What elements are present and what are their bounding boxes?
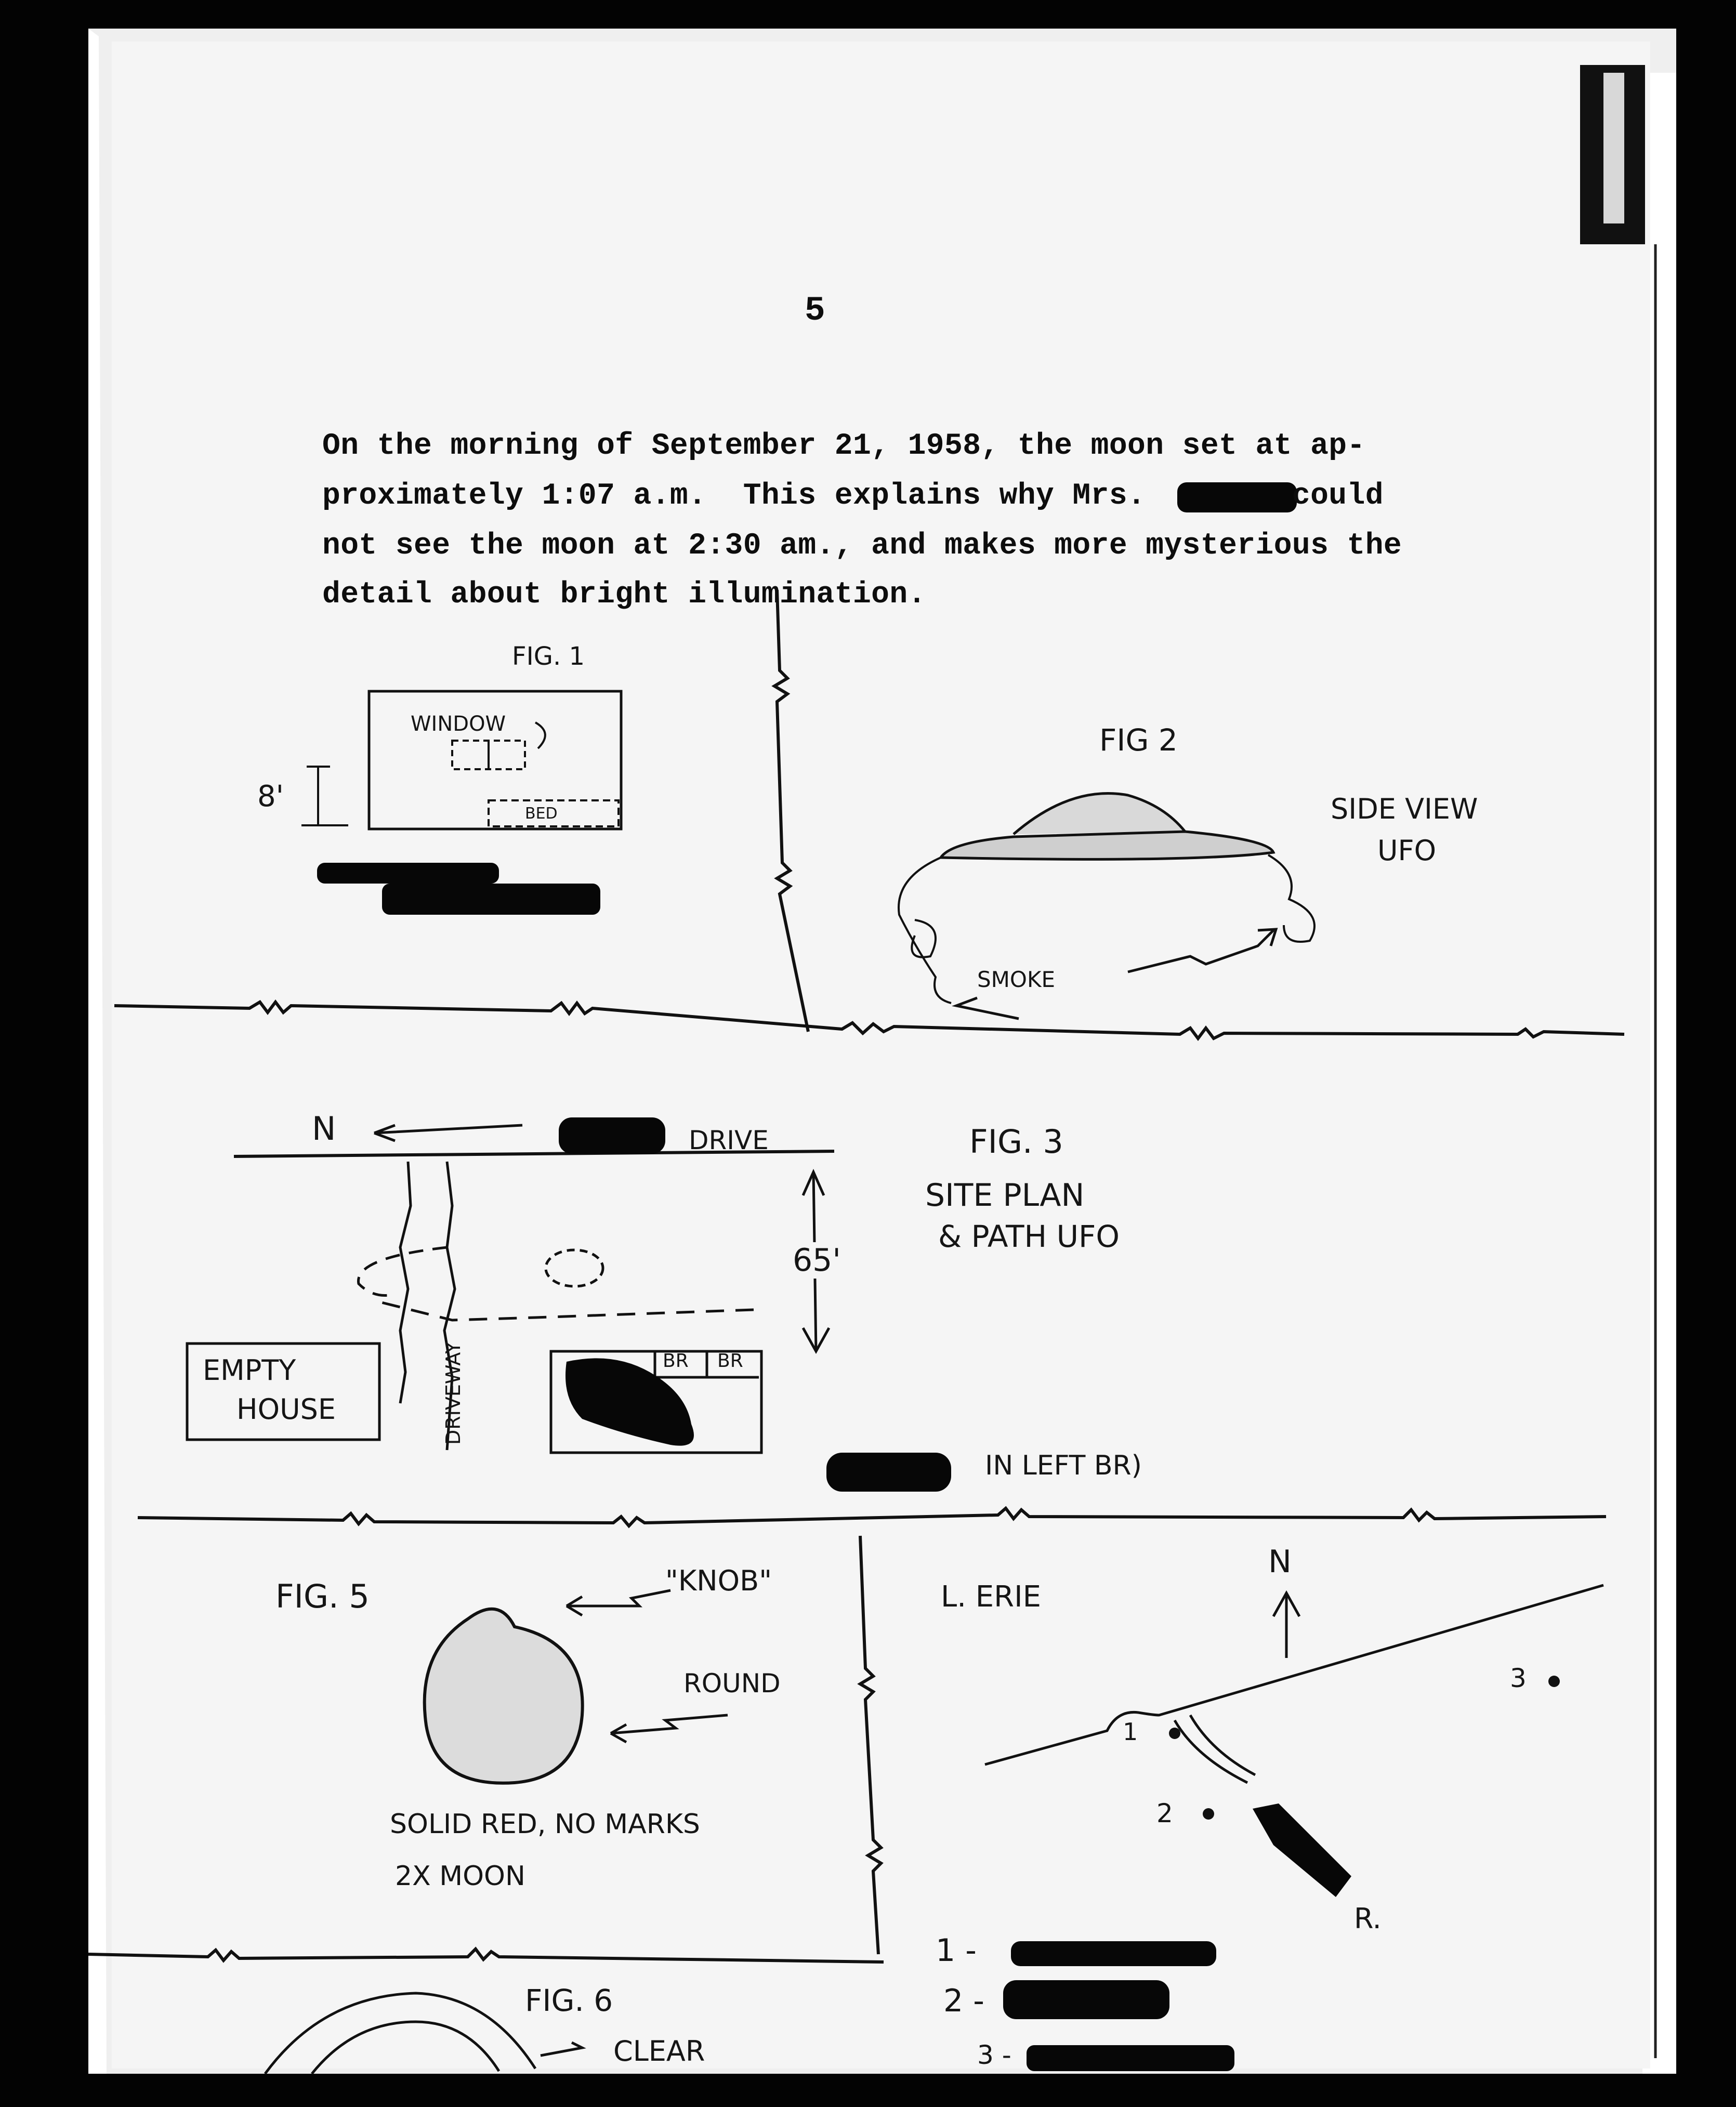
fig3-label: FIG. 3 xyxy=(969,1123,1063,1161)
fig5-desc-line1: SOLID RED, NO MARKS xyxy=(390,1809,700,1840)
fig1-dimension: 8' xyxy=(257,780,284,813)
fig4-redaction-legend3 xyxy=(1027,2045,1234,2071)
binder-tab-highlight xyxy=(1603,73,1624,223)
fig4-legend-1: 1 - xyxy=(936,1932,977,1969)
scan-border-left xyxy=(0,0,88,2107)
fig6-label: FIG. 6 xyxy=(525,1983,613,2018)
fig4-legend-3: 3 - xyxy=(977,2040,1011,2070)
fig3-empty-house-line1: EMPTY xyxy=(203,1354,296,1387)
fig1-redaction-2 xyxy=(382,884,600,915)
paragraph-line-4: detail about bright illumination. xyxy=(322,578,926,612)
fig4-redaction-legend1 xyxy=(1011,1941,1216,1966)
fig4-point-1 xyxy=(1169,1728,1180,1739)
fig5-round: ROUND xyxy=(683,1668,781,1698)
fig3-empty-house-line2: HOUSE xyxy=(236,1393,336,1426)
fig5-desc-line2: 2X MOON xyxy=(395,1861,525,1892)
fig4-p1: 1 xyxy=(1123,1718,1138,1746)
fig4-point-2 xyxy=(1203,1808,1214,1820)
fig4-point-3 xyxy=(1548,1676,1560,1687)
fig1-redaction-1 xyxy=(317,863,499,884)
fig1-label: FIG. 1 xyxy=(512,642,585,671)
fig2-view-line1: SIDE VIEW xyxy=(1331,793,1478,825)
fig2-label: FIG 2 xyxy=(1099,722,1178,758)
fig4-p2: 2 xyxy=(1156,1798,1173,1828)
paragraph-line-3: not see the moon at 2:30 am., and makes more mysterious the xyxy=(322,529,1402,563)
fig3-redaction-note xyxy=(826,1453,951,1492)
fig3-note: IN LEFT BR) xyxy=(985,1450,1142,1481)
fig4-legend-2: 2 - xyxy=(943,1983,984,2019)
fig4-redaction-legend2 xyxy=(1003,1980,1169,2019)
fig4-lake-label: L. ERIE xyxy=(941,1580,1041,1614)
paragraph-line-1: On the morning of September 21, 1958, the moon set at ap- xyxy=(322,429,1365,463)
scan-border-bottom xyxy=(0,2074,1736,2107)
fig4-p3: 3 xyxy=(1510,1663,1527,1693)
fig4-river-label: R. xyxy=(1354,1902,1382,1935)
fig2-view-line2: UFO xyxy=(1377,834,1437,867)
page-area xyxy=(112,42,1650,2069)
fig3-north: N xyxy=(312,1110,336,1148)
fig3-distance: 65' xyxy=(793,1242,841,1279)
fig3-room2: BR xyxy=(717,1350,743,1372)
fig5-knob: "KNOB" xyxy=(665,1564,772,1597)
fig3-title-line1: SITE PLAN xyxy=(925,1177,1085,1214)
page-number: 5 xyxy=(805,291,825,330)
fig3-drive: DRIVE xyxy=(689,1125,769,1155)
fig1-bed-label: BED xyxy=(525,805,558,823)
fig3-title-line2: & PATH UFO xyxy=(938,1219,1120,1254)
scan-border-top xyxy=(0,0,1736,29)
fig4-north: N xyxy=(1268,1544,1292,1580)
fig2-smoke-label: SMOKE xyxy=(977,967,1056,992)
paragraph-line-2: proximately 1:07 a.m. This explains why Mrs. could xyxy=(322,479,1384,513)
fig5-label: FIG. 5 xyxy=(275,1577,370,1615)
fig6-clear-label: CLEAR xyxy=(613,2035,705,2068)
fig1-window-label: WINDOW xyxy=(411,712,506,736)
fig3-room1: BR xyxy=(663,1350,689,1372)
scan-border-right xyxy=(1676,0,1736,2107)
fig3-redaction-drive xyxy=(559,1117,665,1154)
fig3-driveway-label: DRIVEWAY xyxy=(442,1341,465,1445)
